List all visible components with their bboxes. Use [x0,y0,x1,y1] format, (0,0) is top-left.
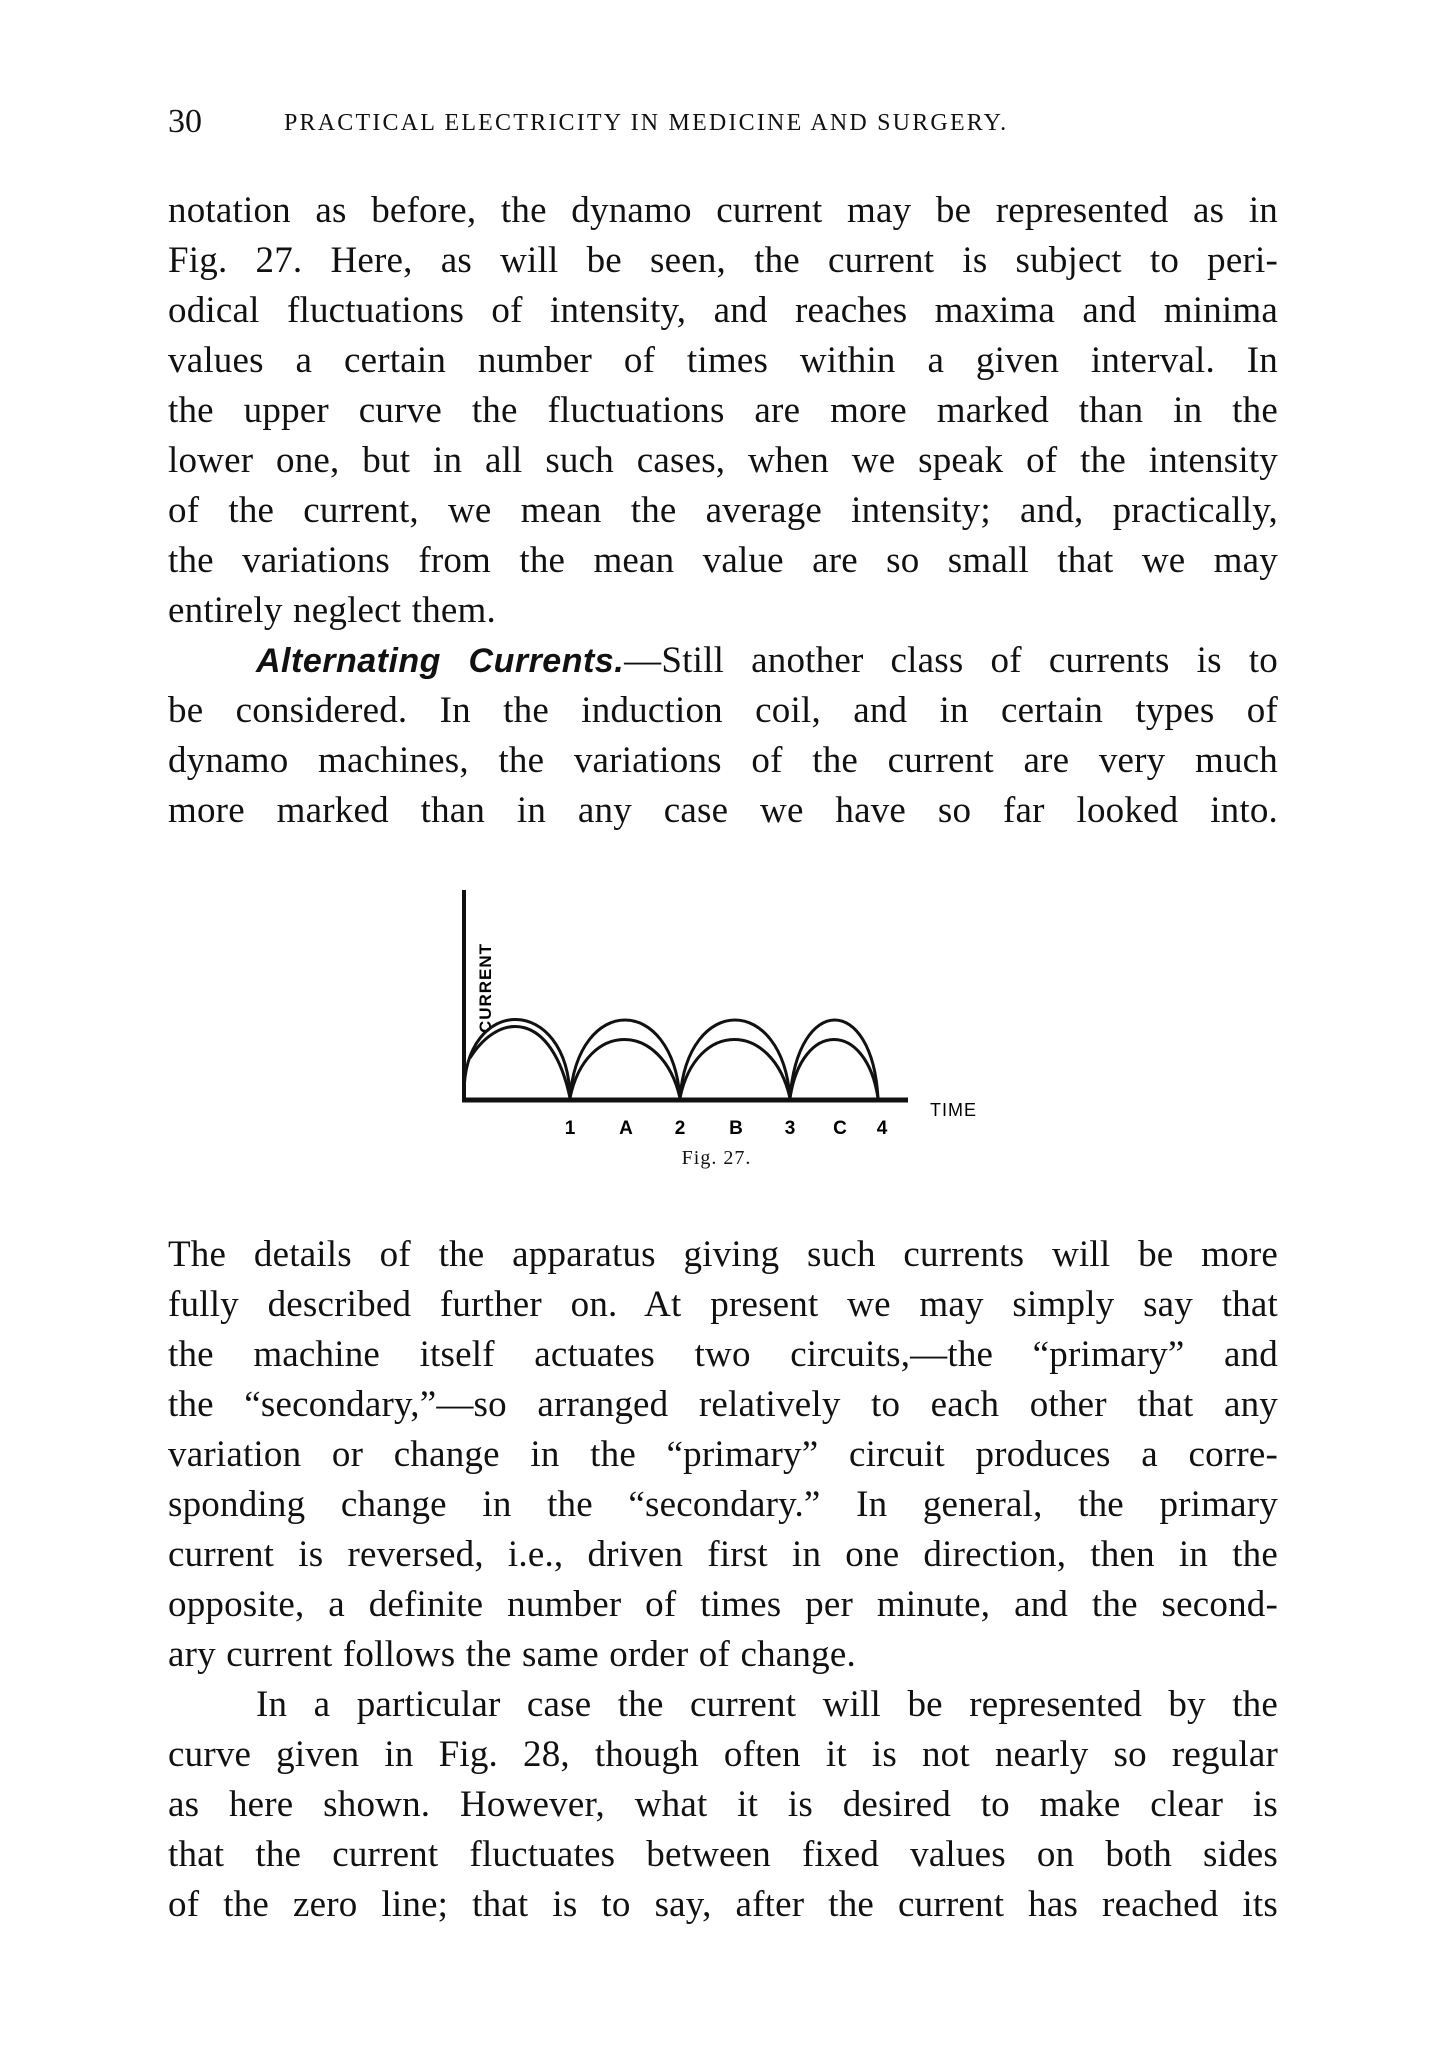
text-line: the upper curve the fluctuations are more marked than in the [168,390,1278,431]
text-line: Fig. 27. Here, as will be seen, the current is subject to peri- [168,240,1278,281]
y-axis-label: CURRENT [476,942,495,1034]
text-line: entirely neglect them. [168,590,496,631]
running-head [168,103,1278,143]
lower-arch [680,1040,790,1099]
text-line: be considered. In the induction coil, and in certain types of [168,690,1278,731]
page-number: 30 [168,103,202,140]
text-line: the machine itself actuates two circuits,—the “primary” and [168,1334,1278,1375]
upper-curve [464,1019,878,1098]
text-run: —Still another class of currents is to [624,640,1278,681]
tick-label: B [729,1118,743,1139]
text-line: current is reversed, i.e., driven first in one direction, then in the [168,1534,1278,1575]
paragraph-2 [168,636,1278,836]
text-line: that the current fluctuates between fixed values on both sides [168,1834,1278,1875]
running-title: PRACTICAL ELECTRICITY IN MEDICINE AND SURGERY. [284,110,1009,136]
text-line: fully described further on. At present we may simply say that [168,1284,1278,1325]
text-line: opposite, a definite number of times per minute, and the second- [168,1584,1278,1625]
text-line: curve given in Fig. 28, though often it is not nearly so regular [168,1734,1278,1775]
text-line: In a particular case the current will be represented by the [256,1684,1278,1725]
text-line: odical fluctuations of intensity, and reaches maxima and minima [168,290,1278,331]
tick-label: 2 [674,1118,686,1139]
tick-label: C [833,1118,847,1139]
figure-27 [440,870,1020,1190]
text-line: the “secondary,”—so arranged relatively to each other that any [168,1384,1278,1425]
text-block-lower [168,1230,1278,1930]
figure-caption-text: Fig. 27. [681,1147,752,1169]
text-block-upper [168,186,1278,836]
x-axis-label: TIME [930,1100,977,1120]
figure-caption [0,1147,1445,1170]
text-line: variation or change in the “primary” circuit produces a corre- [168,1434,1278,1475]
section-heading: Alternating Currents. [256,642,625,680]
text-line: values a certain number of times within a given interval. In [168,340,1278,381]
paragraph-1 [168,186,1278,636]
tick-label: 4 [876,1118,888,1139]
text-line: dynamo machines, the variations of the current are very much [168,740,1278,781]
text-line: more marked than in any case we have so far looked into. [168,790,1278,831]
tick-label: 1 [564,1118,576,1139]
tick-label: 3 [784,1118,796,1139]
current-time-diagram [440,870,1020,1190]
lower-arch [470,1026,570,1098]
text-line: as here shown. However, what it is desired to make clear is [168,1784,1278,1825]
lower-arch [790,1040,878,1099]
text-line: ary current follows the same order of change. [168,1634,856,1675]
text-line: of the current, we mean the average intensity; and, practically, [168,490,1278,531]
paragraph-3 [168,1230,1278,1680]
paragraph-4 [168,1680,1278,1930]
text-line: sponding change in the “secondary.” In general, the primary [168,1484,1278,1525]
text-line [168,636,1278,686]
tick-label: A [619,1118,633,1139]
text-line: notation as before, the dynamo current may be represented as in [168,190,1278,231]
tick-labels [565,1118,888,1139]
text-line: The details of the apparatus giving such currents will be more [168,1234,1278,1275]
text-line: the variations from the mean value are so small that we may [168,540,1278,581]
lower-arch [570,1040,680,1099]
text-line: lower one, but in all such cases, when we speak of the intensity [168,440,1278,481]
text-line: of the zero line; that is to say, after the current has reached its [168,1884,1278,1925]
